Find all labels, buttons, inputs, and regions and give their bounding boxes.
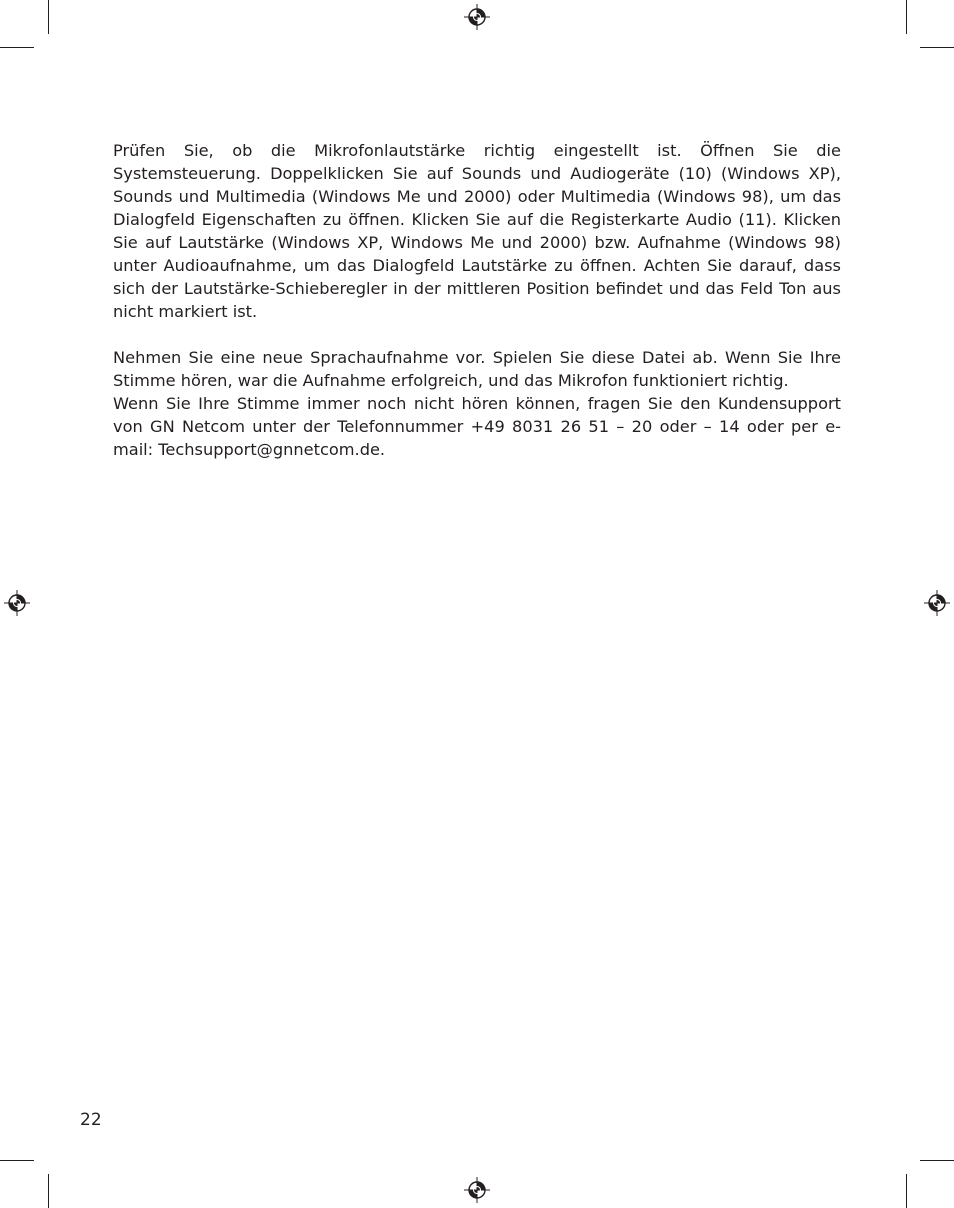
crop-mark-top-left-horizontal	[0, 47, 34, 48]
crop-mark-bottom-right-vertical	[906, 1174, 907, 1208]
crop-mark-bottom-right-horizontal	[920, 1160, 954, 1161]
registration-mark-bottom-icon	[464, 1177, 490, 1203]
troubleshooting-paragraph-test-recording: Nehmen Sie eine neue Sprachaufnahme vor. Spielen Sie diese Datei ab. Wenn Sie Ihre Stimme hören, war die Aufnahme erfolgreich, und das Mikrofon funktioniert richtig.	[113, 348, 841, 390]
page-body	[113, 139, 841, 461]
registration-mark-top-icon	[464, 4, 490, 30]
crop-mark-top-right-horizontal	[920, 47, 954, 48]
crop-mark-top-left-vertical	[48, 0, 49, 34]
crop-mark-bottom-left-vertical	[48, 1174, 49, 1208]
crop-mark-top-right-vertical	[906, 0, 907, 34]
troubleshooting-paragraph-volume: Prüfen Sie, ob die Mikrofonlautstärke richtig eingestellt ist. Öffnen Sie die Systemsteuerung. Doppelklicken Sie auf Sounds und Audiogeräte (10) (Windows XP), Sounds und Multimedia (Windows Me und 2000) oder Multimedia (Windows 98), um das Dialogfeld Eigenschaften zu öffnen. Klicken Sie auf die Registerkarte Audio (11). Klicken Sie auf Lautstärke (Windows XP, Windows Me und 2000) bzw. Aufnahme (Windows 98) unter Audioaufnahme, um das Dialogfeld Lautstärke zu öffnen. Achten Sie darauf, dass sich der Lautstärke-Schieberegler in der mittleren Position befindet und das Feld Ton aus nicht markiert ist.	[113, 141, 841, 321]
registration-mark-left-icon	[4, 590, 30, 616]
registration-mark-right-icon	[924, 590, 950, 616]
crop-mark-bottom-left-horizontal	[0, 1160, 34, 1161]
troubleshooting-paragraph-support: Wenn Sie Ihre Stimme immer noch nicht hören können, fragen Sie den Kundensupport von GN Netcom unter der Telefonnummer +49 8031 26 51 – 20 oder – 14 oder per e-mail: Techsupport@gnnetcom.de.	[113, 394, 841, 459]
page-number: 22	[80, 1110, 102, 1130]
